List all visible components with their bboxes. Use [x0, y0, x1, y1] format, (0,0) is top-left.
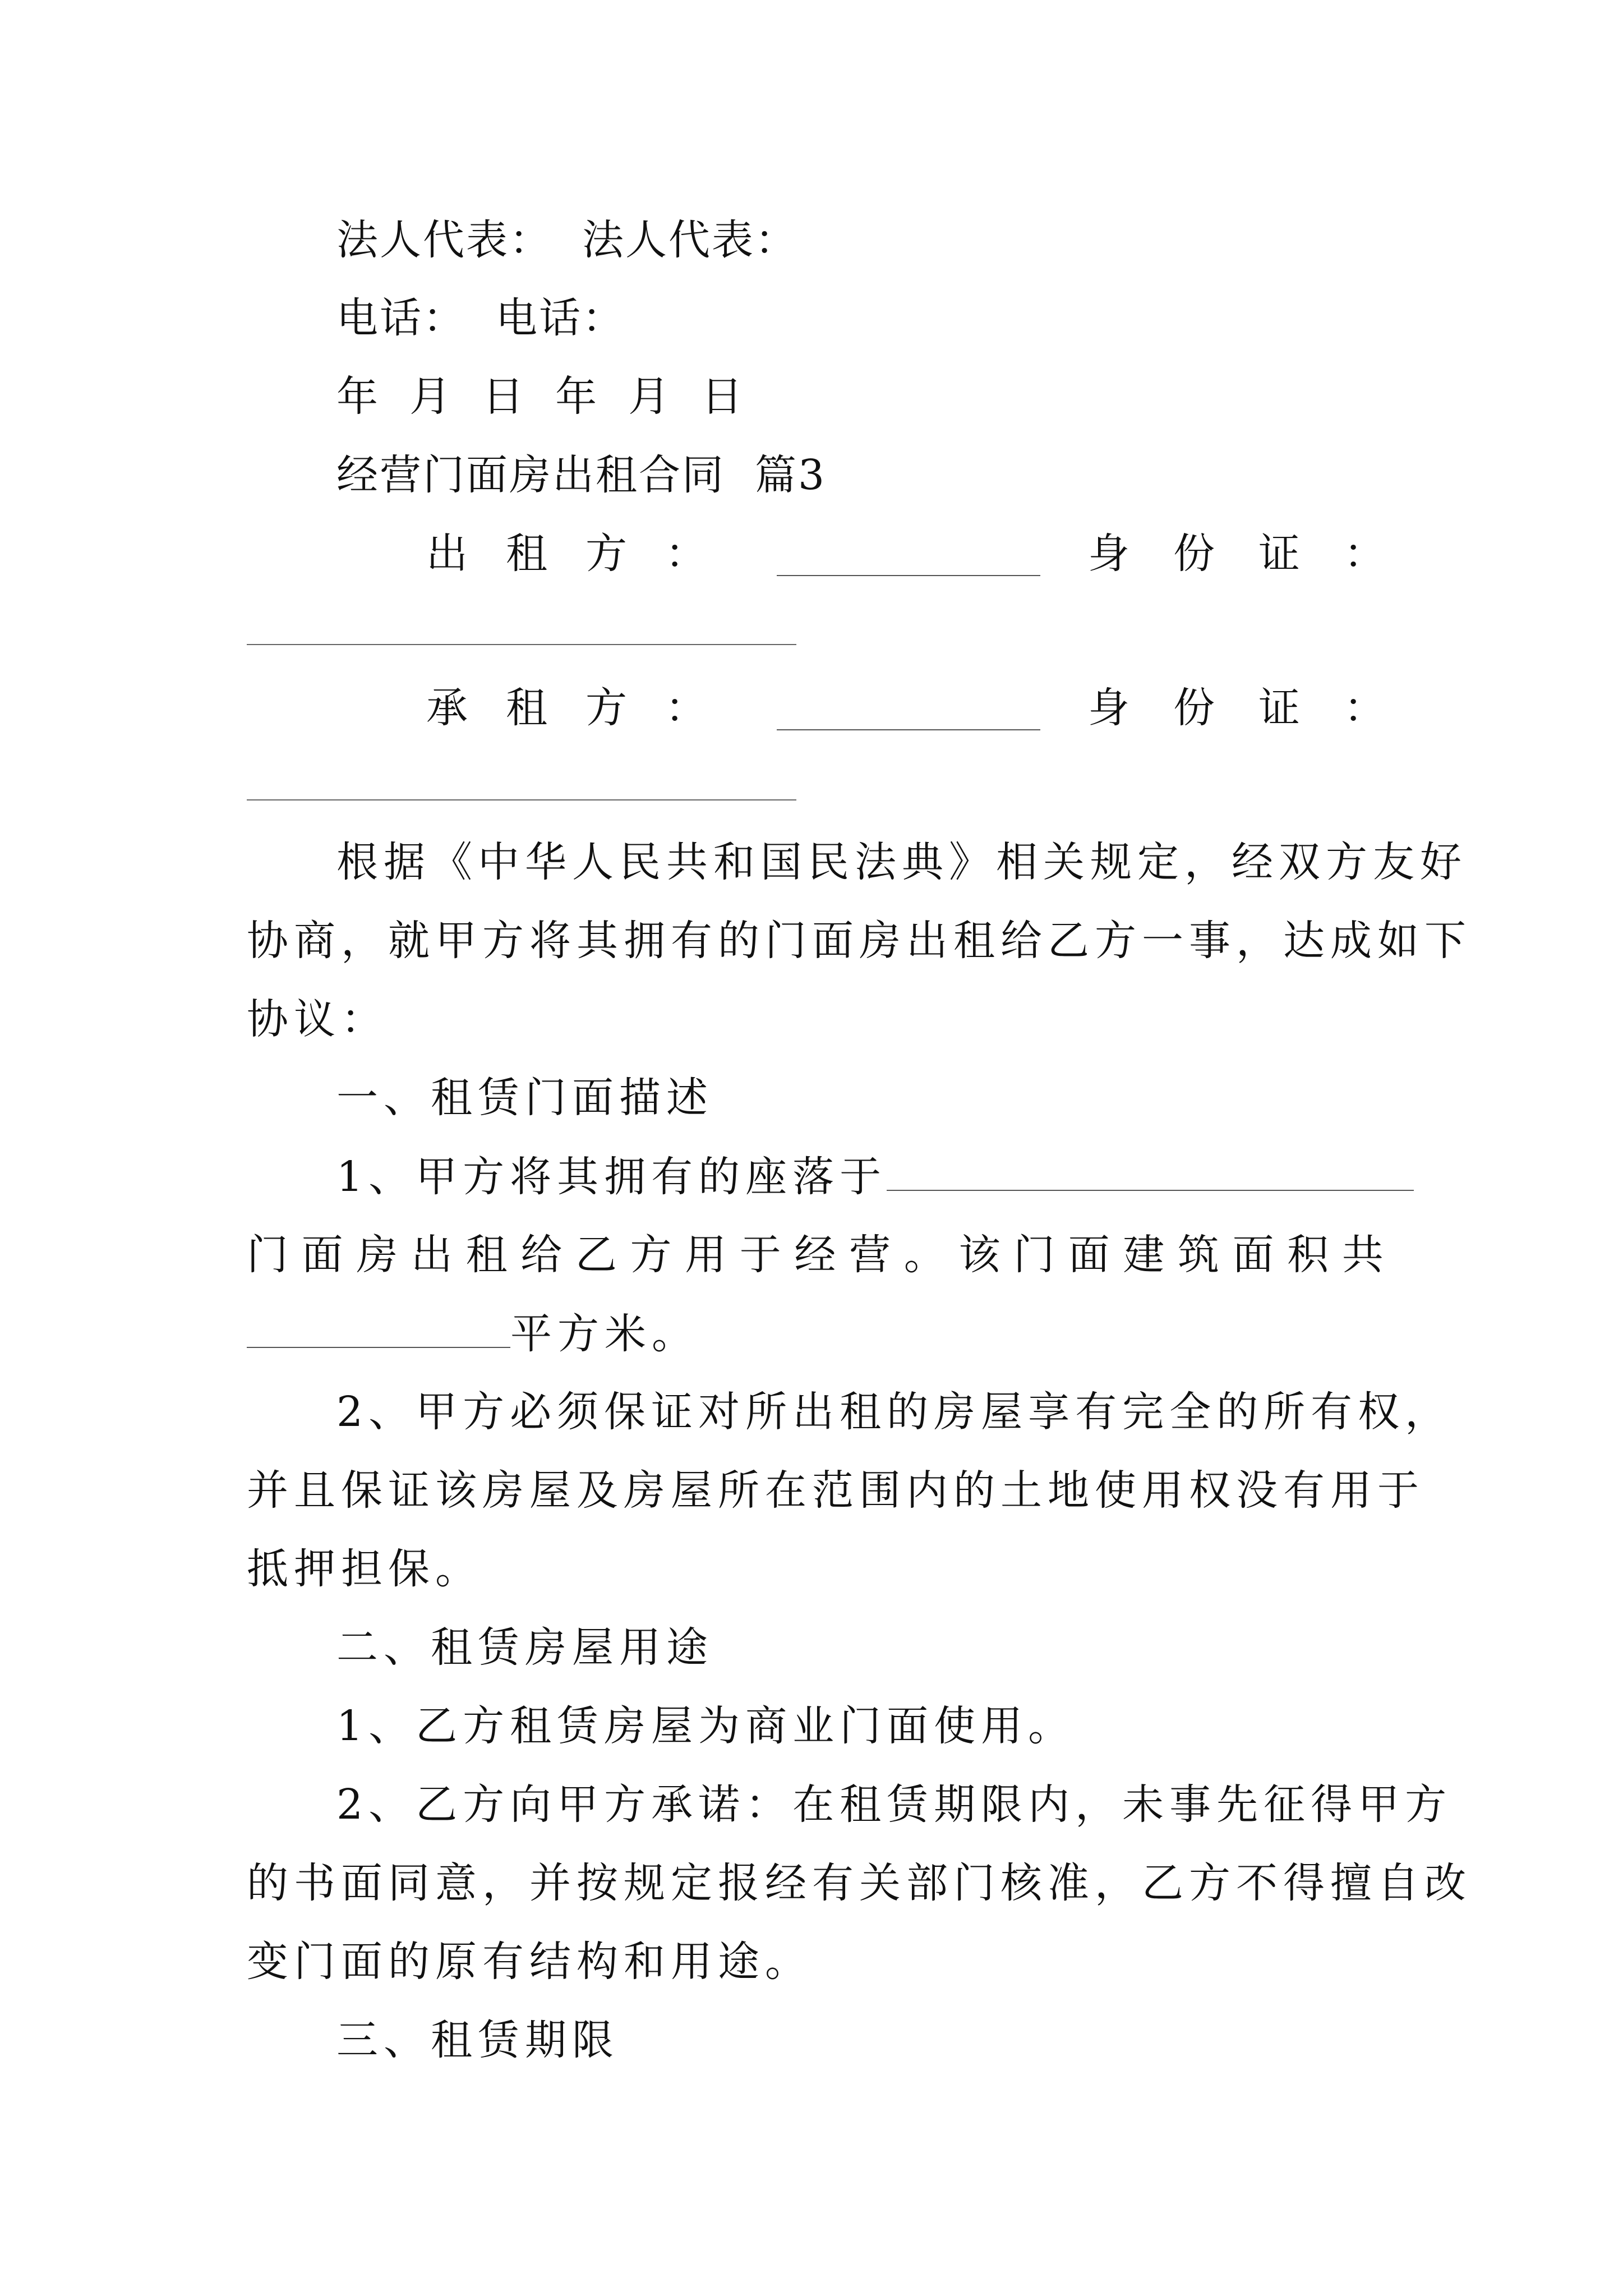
lessee-id-blank[interactable]	[247, 799, 796, 800]
lessee-name-blank[interactable]	[777, 729, 1040, 730]
article-1-item-2-line-2: 并且保证该房屋及房屋所在范围内的土地使用权没有用于	[247, 1466, 1424, 1515]
lessee-field	[0, 680, 1623, 736]
article-1-item-1-line-3: 平方米。	[247, 1305, 699, 1361]
article-1-item-1-line-1: 1、甲方将其拥有的座落于	[336, 1148, 1414, 1204]
lessee-id-label: 身 份 证 ：	[1088, 684, 1385, 732]
lessor-field	[0, 526, 1623, 582]
article-2-item-2-line-2: 的书面同意，并按规定报经有关部门核准，乙方不得擅自改	[247, 1859, 1472, 1907]
lessee-label: 承 租 方 ：	[426, 684, 707, 732]
article-1-heading: 一、租赁门面描述	[336, 1074, 713, 1122]
article-2-item-1: 1、乙方租赁房屋为商业门面使用。	[336, 1702, 1076, 1750]
phone-line: 电话： 电话：	[336, 294, 626, 342]
article-1-item-1-line-2: 门 面 房 出 租 给 乙 方 用 于 经 营 。 该 门 面 建 筑 面 积 共	[247, 1231, 1385, 1279]
legal-representative-line: 法人代表： 法人代表：	[336, 216, 799, 264]
intro-line-3: 协议：	[247, 995, 388, 1043]
intro-line-2: 协商，就甲方将其拥有的门面房出租给乙方一事，达成如下	[247, 917, 1472, 965]
area-blank[interactable]	[247, 1305, 510, 1348]
article-2-item-2-line-3: 变门面的原有结构和用途。	[247, 1938, 812, 1986]
lessor-id-blank[interactable]	[247, 644, 796, 645]
date-line: 年 月 日 年 月 日	[336, 372, 745, 421]
lessor-id-label: 身 份 证 ：	[1088, 530, 1385, 578]
intro-line-1: 根据《中华人民共和国民法典》相关规定，经双方友好	[336, 838, 1467, 886]
article-1-item-2-line-1: 2、甲方必须保证对所出租的房屋享有完全的所有权，	[336, 1388, 1453, 1436]
article-3-heading: 三、租赁期限	[336, 2016, 619, 2064]
article-1-item-2-line-3: 抵押担保。	[247, 1545, 482, 1593]
lessor-label: 出 租 方 ：	[426, 530, 707, 578]
article-2-heading: 二、租赁房屋用途	[336, 1623, 713, 1672]
contract-title: 经营门面房出租合同 篇3	[336, 451, 827, 499]
article-2-item-2-line-1: 2、乙方向甲方承诺：在租赁期限内，未事先征得甲方	[336, 1780, 1453, 1829]
lessor-name-blank[interactable]	[777, 575, 1040, 576]
location-blank[interactable]	[887, 1148, 1414, 1191]
